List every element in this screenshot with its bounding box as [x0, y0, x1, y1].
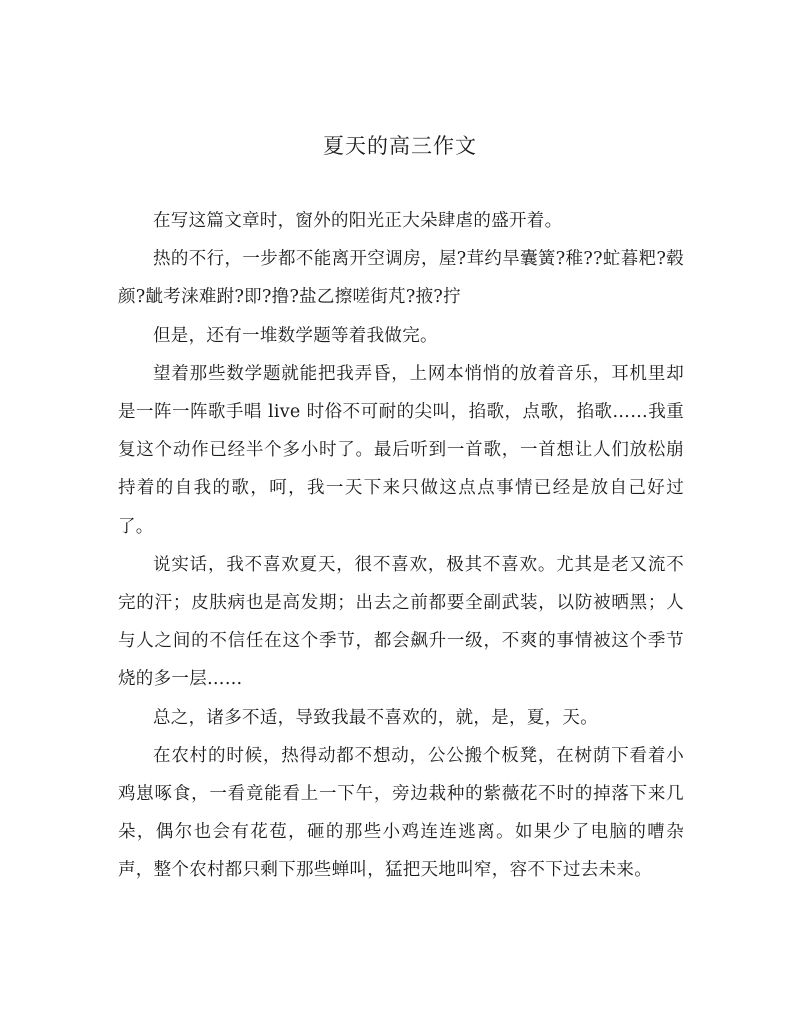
- paragraph: 总之，诸多不适，导致我最不喜欢的，就，是，夏，天。: [153, 707, 598, 728]
- paragraph: 在写这篇文章时，窗外的阳光正大朵肆虐的盛开着。: [153, 211, 563, 231]
- paragraph: 但是，还有一堆数学题等着我做完。: [153, 325, 438, 346]
- document-title: 夏天的高三作文: [323, 134, 477, 158]
- paragraph: 热的不行，一步都不能离开空调房，屋?茸约旱囊簧?稚??虻暮粑?毂颜?龇考涞难跗?即?撸?盐乙擦嗟街芃?掖?拧: [118, 249, 684, 308]
- paragraph: 说实话，我不喜欢夏天，很不喜欢，极其不喜欢。尤其是老又流不完的汗；皮肤病也是高发期；出去之前都要全副武装，以防被晒黑；人与人之间的不信任在这个季节，都会飙升一级，不爽的事情被这个季节烧的多一层……: [118, 554, 684, 690]
- paragraph: 在农村的时候，热得动都不想动，公公搬个板凳，在树荫下看着小鸡崽啄食，一看竟能看上一下午，旁边栽种的紫薇花不时的掉落下来几朵，偶尔也会有花苞，砸的那些小鸡连连逃离。如果少了电脑的嘈杂声，整个农村都只剩下那些蝉叫，猛把天地叫窄，容不下过去未来。: [118, 745, 684, 881]
- paragraph: 望着那些数学题就能把我弄昏，上网本悄悄的放着音乐，耳机里却是一阵一阵歌手唱 live 时俗不可耐的尖叫，掐歌，点歌，掐歌……我重复这个动作已经半个多小时了。最后听到一首歌，一首想让人们放松崩持着的自我的歌，呵，我一天下来只做这点点事情已经是放自己好过了。: [118, 363, 684, 537]
- document-body: [118, 202, 684, 890]
